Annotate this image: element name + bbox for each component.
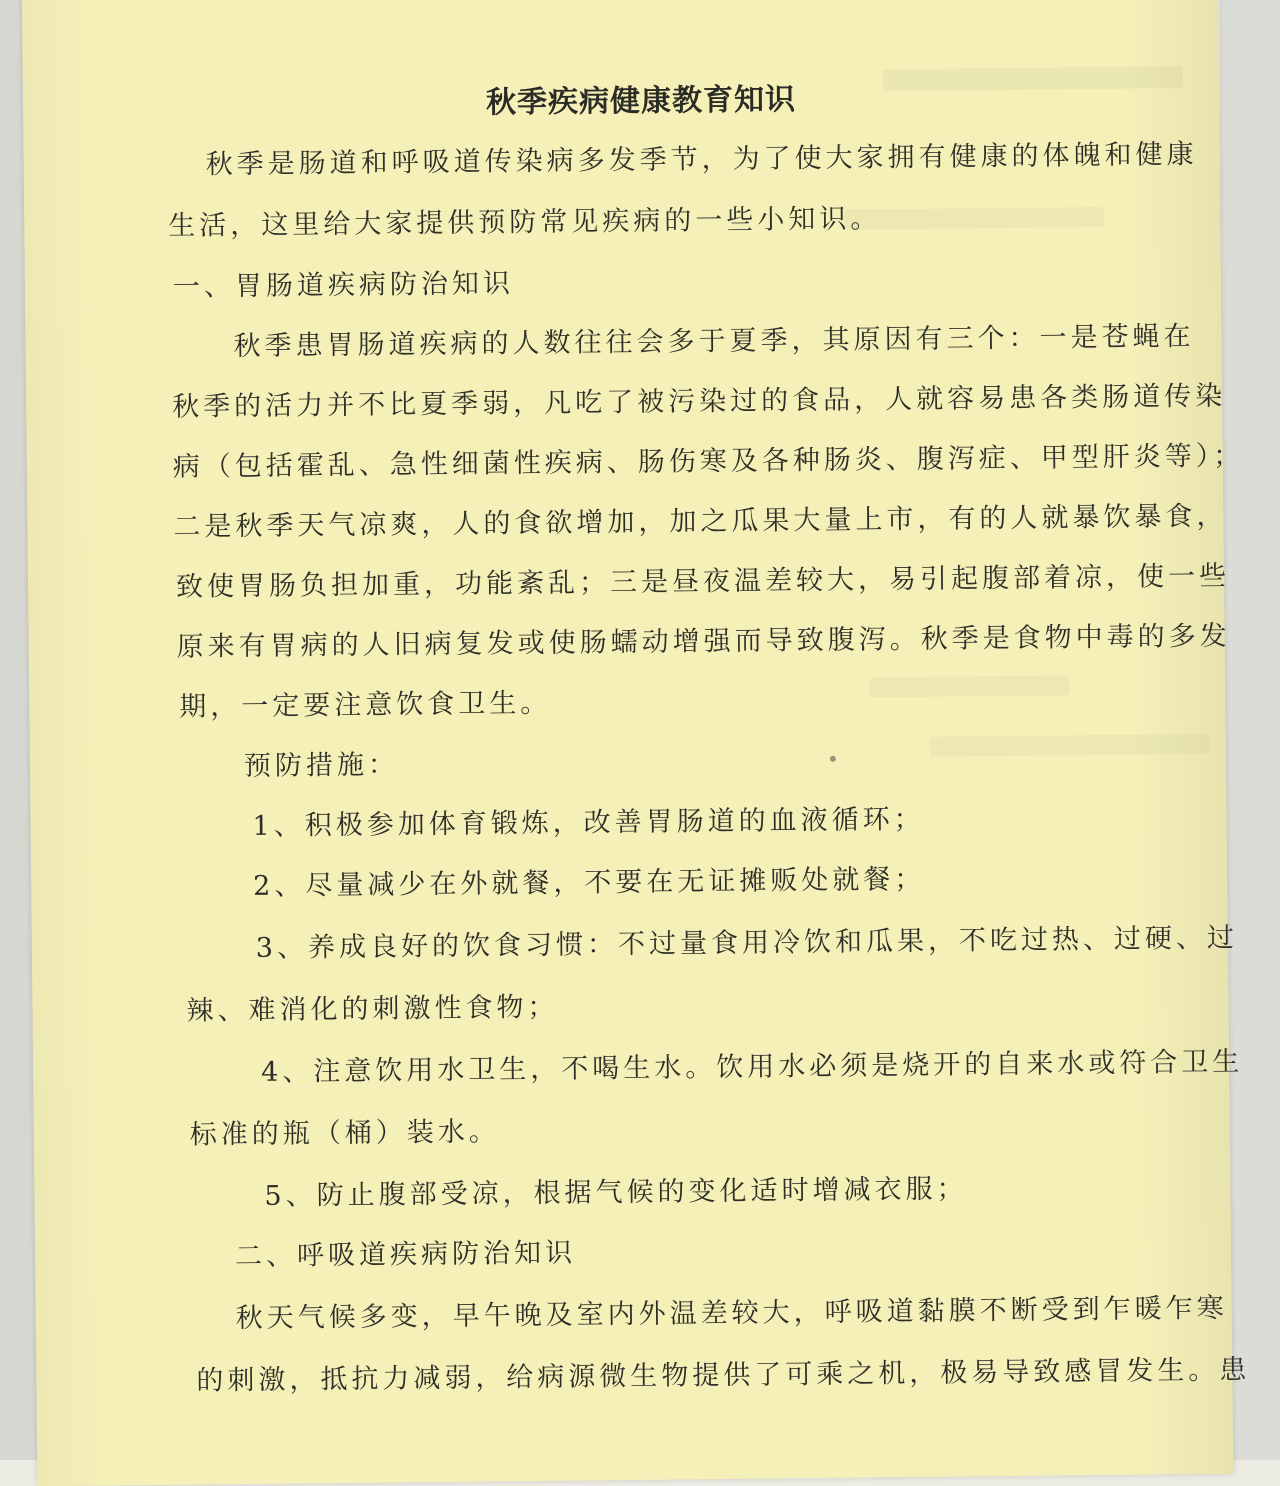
paragraph-line: 秋季患胃肠道疾病的人数往往会多于夏季，其原因有三个：一是苍蝇在 [233, 321, 1195, 363]
paragraph-line: 秋季的活力并不比夏季弱，凡吃了被污染过的食品，人就容易患各类肠道传染 [172, 380, 1227, 423]
paragraph-line: 秋天气候多变，早午晚及室内外温差较大，呼吸道黏膜不断受到乍暖乍寒 [235, 1292, 1228, 1335]
show-through-shadow [844, 207, 1104, 230]
measure-item: 3、养成良好的饮食习惯：不过量食用冷饮和瓜果，不吃过热、过硬、过 [255, 922, 1239, 964]
measures-label: 预防措施： [243, 749, 400, 783]
paper-speck [830, 756, 836, 762]
paragraph-line: 病（包括霍乱、急性细菌性疾病、肠伤寒及各种肠炎、腹泻症、甲型肝炎等）； [172, 440, 1245, 483]
paragraph-line: 的刺激，抵抗力减弱，给病源微生物提供了可乘之机，极易导致感冒发生。患 [196, 1354, 1251, 1397]
show-through-shadow [930, 734, 1210, 757]
paragraph-line: 期，一定要注意饮食卫生。 [179, 687, 552, 723]
section-heading: 二、呼吸道疾病防治知识 [234, 1237, 577, 1273]
measure-item: 4、注意饮用水卫生，不喝生水。饮用水必须是烧开的自来水或符合卫生 [260, 1046, 1244, 1088]
show-through-shadow [869, 675, 1069, 697]
paragraph-line: 二是秋季天气凉爽，人的食欲增加，加之瓜果大量上市，有的人就暴饮暴食， [173, 500, 1228, 543]
measure-item: 2、尽量减少在外就餐，不要在无证摊贩处就餐； [253, 863, 926, 902]
measure-item: 辣、难消化的刺激性食物； [186, 991, 559, 1027]
measure-item: 5、防止腹部受凉，根据气候的变化适时增减衣服； [264, 1173, 968, 1212]
document-title: 秋季疾病健康教育知识 [485, 82, 797, 121]
paragraph-line: 原来有胃病的人旧病复发或使肠蠕动增强而导致腹泻。秋季是食物中毒的多发 [176, 620, 1231, 663]
paragraph-line: 致使胃肠负担加重，功能紊乱；三是昼夜温差较大，易引起腹部着凉，使一些 [175, 560, 1231, 603]
document-page [22, 0, 1251, 1486]
intro-line: 秋季是肠道和呼吸道传染病多发季节，为了使大家拥有健康的体魄和健康 [205, 138, 1198, 181]
measure-item: 1、积极参加体育锻炼，改善胃肠道的血液循环； [252, 803, 925, 842]
intro-line: 生活，这里给大家提供预防常见疾病的一些小知识。 [168, 203, 882, 242]
measure-item: 标准的瓶（桶）装水。 [189, 1116, 500, 1151]
section-heading: 一、胃肠道疾病防治知识 [172, 268, 515, 303]
